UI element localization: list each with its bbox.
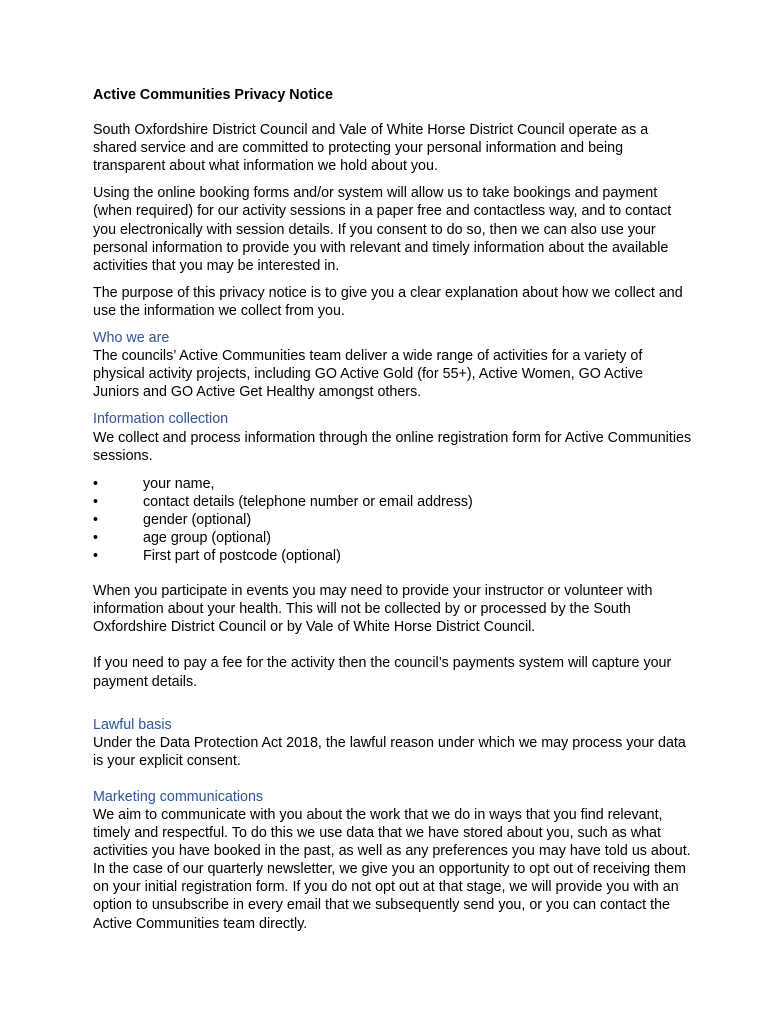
intro-paragraph-1: South Oxfordshire District Council and Vale of White Horse District Council operate as a shared service and are committed to protecting your personal information and being transparent about what information we hold about you. [93,122,649,175]
list-item [93,529,693,547]
bullet-icon: • [93,529,99,546]
list-item-text: gender (optional) [143,511,252,528]
list-item [93,493,693,511]
bullet-icon: • [93,548,99,565]
section-heading-who-we-are: Who we are [93,330,170,347]
list-item [93,475,693,493]
section-heading-marketing: Marketing communications [93,788,264,805]
list-item-text: contact details (telephone number or email address) [143,493,473,510]
document-content [93,86,693,933]
bullet-icon: • [93,511,99,528]
list-item [93,547,693,565]
section-heading-information-collection: Information collection [93,411,229,428]
collected-info-list [93,475,693,565]
section-heading-lawful-basis: Lawful basis [93,716,172,733]
marketing-body: We aim to communicate with you about the work that we do in ways that you find relevant, timely and respectful. To do this we use data that we have stored about you, such as what activities you have booked in the past, as well as any preferences you may have told us about. In the case of our quarterly newsletter, we give you an opportunity to opt out of receiving them on your initial registration form. If you do not opt out at that stage, we will provide you with an option to unsubscribe in every email that we subsequently send you, or you can contact the Active Communities team directly. [93,807,691,932]
list-item-text: age group (optional) [143,529,271,546]
intro-paragraph-2: Using the online booking forms and/or system will allow us to take bookings and payment (when required) for our activity sessions in a paper free and contactless way, and to contact you electronically with session details. If you consent to do so, then we can also use your personal information to provide you with relevant and timely information about the available activities that you may be interested in. [93,185,672,274]
health-info-paragraph: When you participate in events you may need to provide your instructor or volunteer with information about your health. This will not be collected by or processed by the South Oxfordshire District Council or by Vale of White Horse District Council. [93,583,653,636]
lawful-basis-body: Under the Data Protection Act 2018, the lawful reason under which we may process your data is your explicit consent. [93,734,686,769]
information-collection-body: We collect and process information through the online registration form for Active Communities sessions. [93,429,692,464]
payment-info-paragraph: If you need to pay a fee for the activity then the council’s payments system will capture your payment details. [93,655,672,690]
bullet-icon: • [93,475,99,492]
page-title: Active Communities Privacy Notice [93,87,333,103]
list-item-text: First part of postcode (optional) [143,548,341,565]
list-item [93,511,693,529]
list-item-text: your name, [143,475,215,492]
intro-paragraph-3: The purpose of this privacy notice is to give you a clear explanation about how we collect and use the information we collect from you. [93,284,683,319]
who-we-are-body: The councils’ Active Communities team deliver a wide range of activities for a variety of physical activity projects, including GO Active Gold (for 55+), Active Women, GO Active Juniors and GO Active Get Healthy amongst others. [93,348,643,401]
bullet-icon: • [93,493,99,510]
